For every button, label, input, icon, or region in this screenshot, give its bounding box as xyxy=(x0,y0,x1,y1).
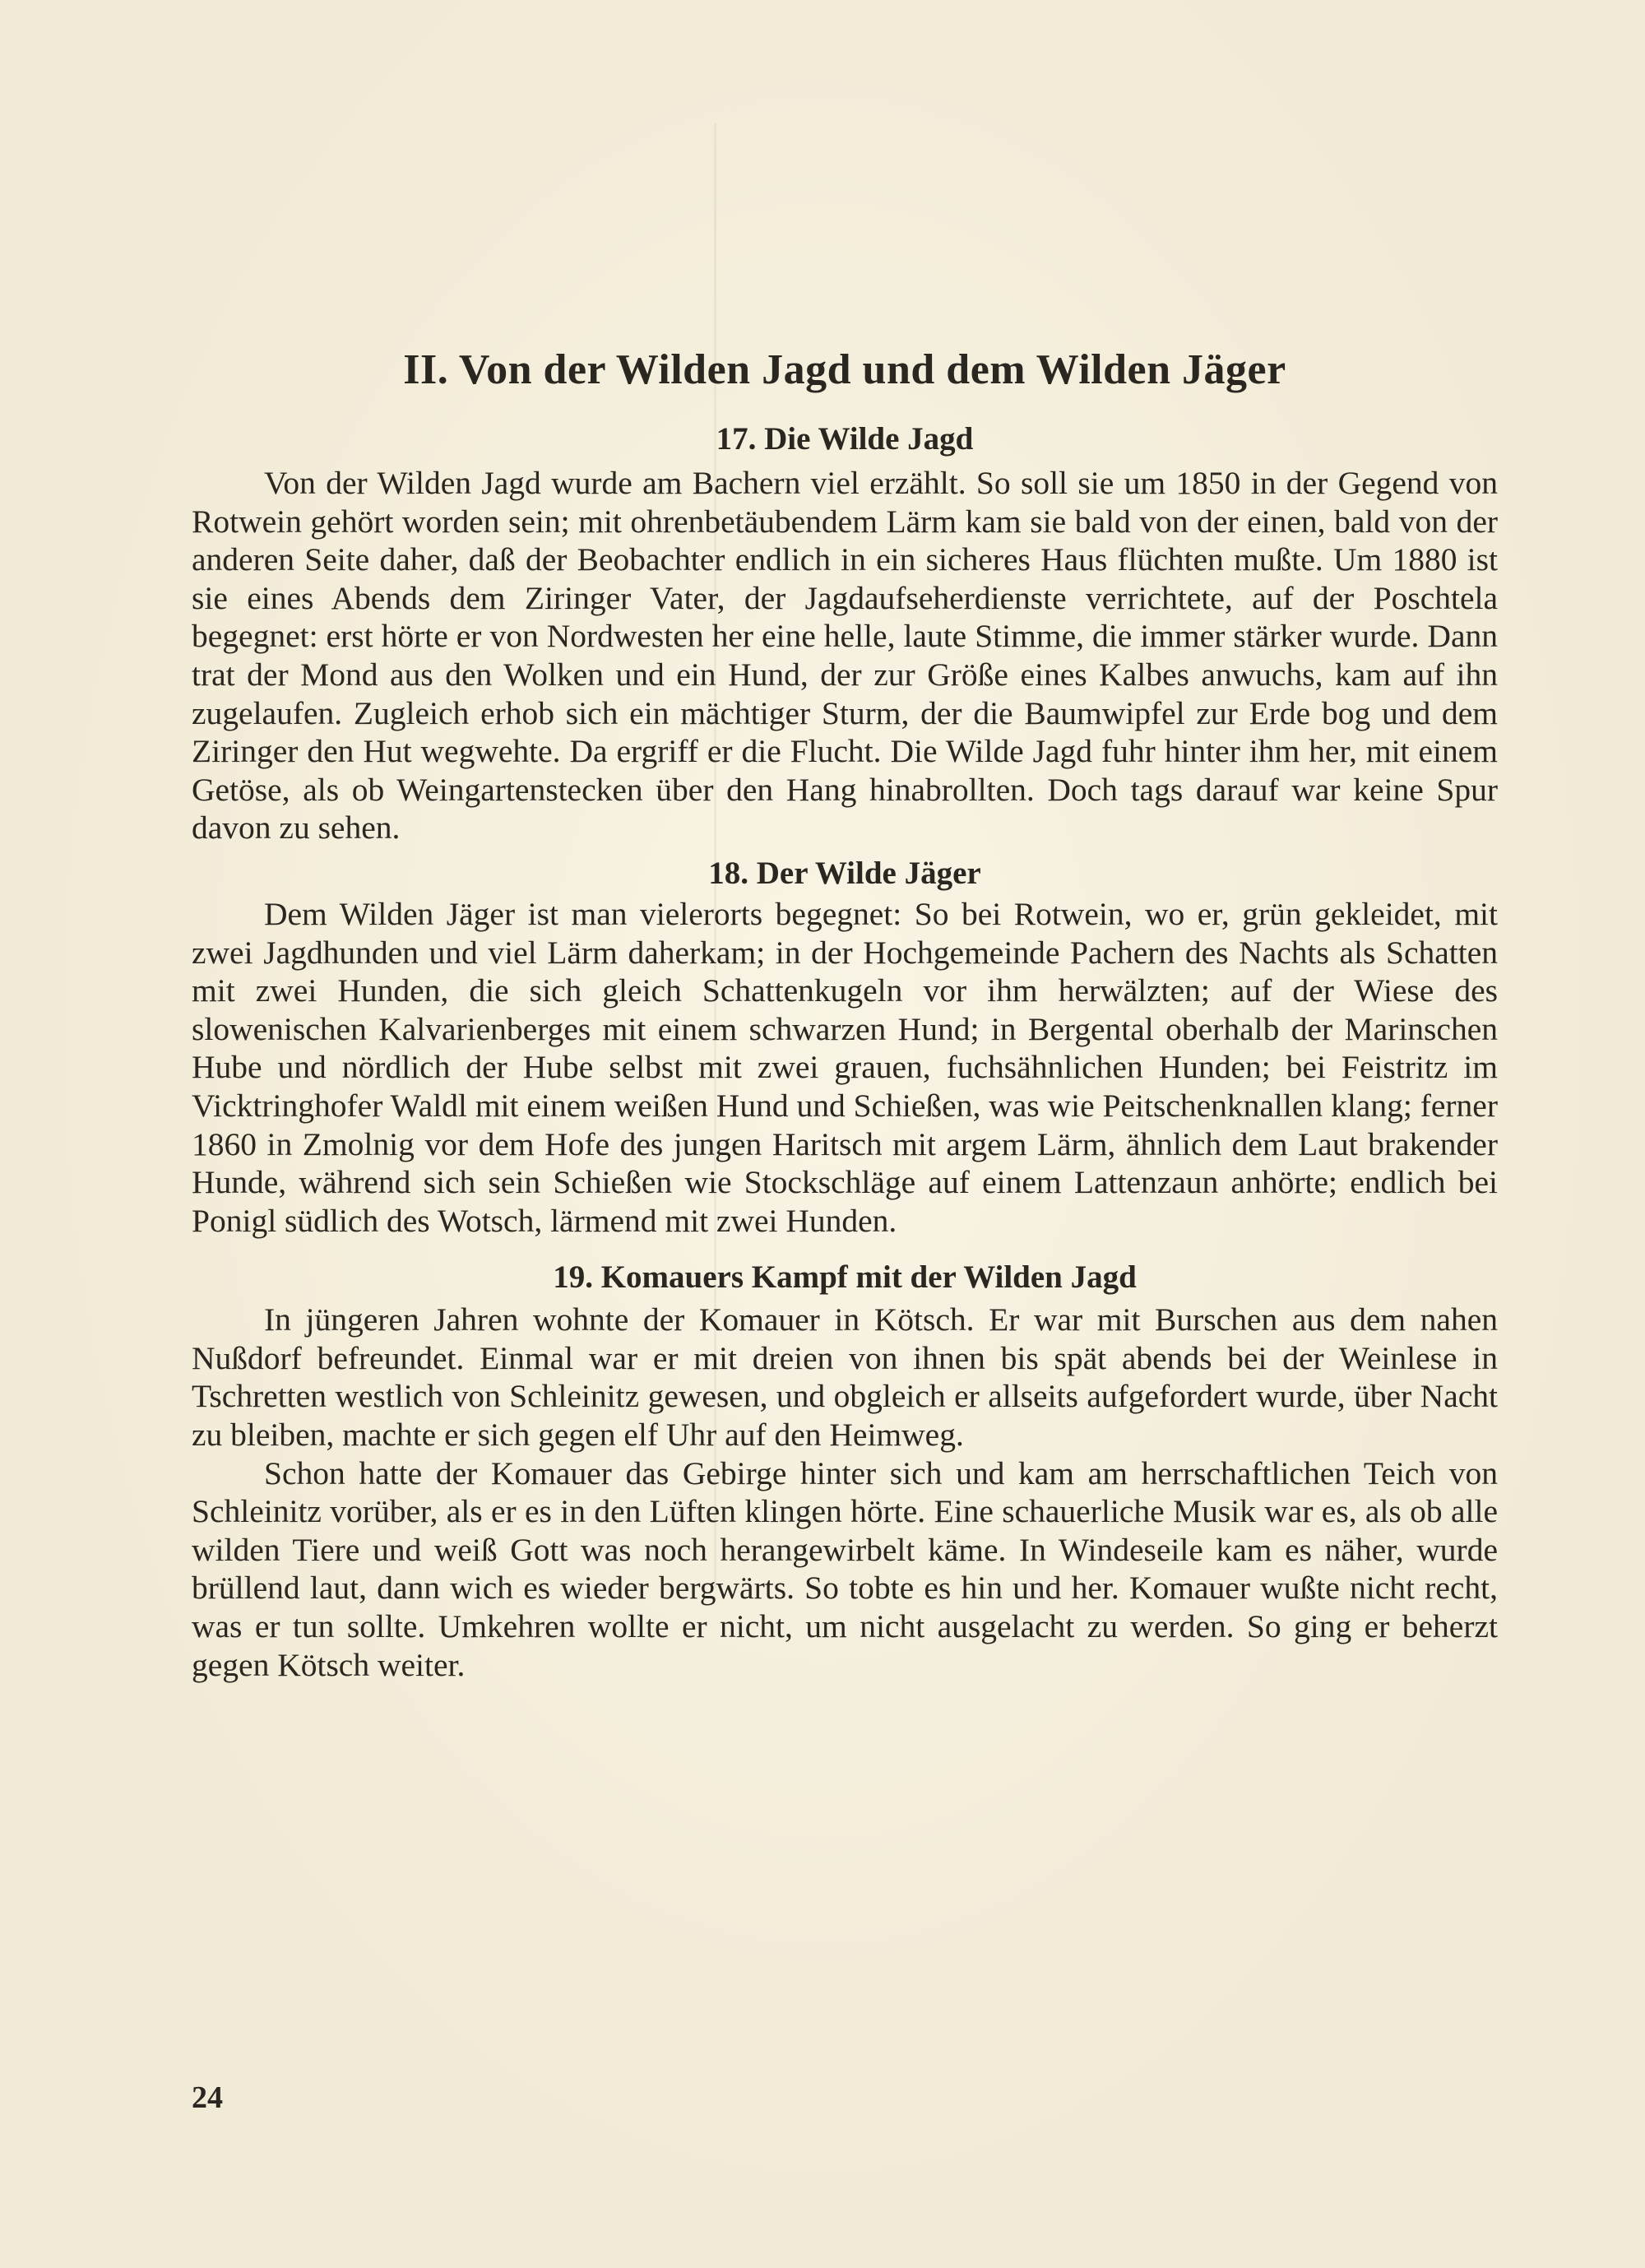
section-title-18: 18. Der Wilde Jäger xyxy=(708,855,981,891)
section-19-paragraph-2: Schon hatte der Komauer das Gebirge hinter sich und kam am herrschaftlichen Teich von Schleinitz vorüber, als er es in den Lüften klingen hörte. Eine schauerliche Musik war es, als ob alle wilden Tiere und weiß Gott was noch herangewirbelt käme. In Windeseile kam es näher, wurde brüllend laut, dann wich es wieder bergwärts. So tobte es hin und her. Komauer wußte nicht recht, was er tun sollte. Umkehren wollte er nicht, um nicht ausgelacht zu werden. So ging er beherzt gegen Kötsch weiter. xyxy=(192,1454,1498,1683)
section-18-paragraph: Dem Wilden Jäger ist man vielerorts begegnet: So bei Rotwein, wo er, grün gekleidet, mit zwei Jagdhunden und viel Lärm daherkam; in der Hochgemeinde Pachern des Nachts als Schatten mit zwei Hunden, die sich gleich Schattenkugeln vor ihm herwälzten; auf der Wiese des slowenischen Kalvarienberges mit einem schwarzen Hund; in Bergental oberhalb der Marinschen Hube und nördlich der Hube selbst mit zwei grauen, fuchsähnlichen Hunden; bei Feistritz im Vicktringhofer Waldl mit einem weißen Hund und Schießen, was wie Peitschenknallen klang; ferner 1860 in Zmolnig vor dem Hofe des jungen Haritsch mit argem Lärm, ähnlich dem Laut brakender Hunde, während sich sein Schießen wie Stockschläge auf einem Lattenzaun anhörte; endlich bei Ponigl südlich des Wotsch, lärmend mit zwei Hunden. xyxy=(192,895,1498,1239)
chapter-title: II. Von der Wilden Jagd und dem Wilden Jäger xyxy=(403,346,1286,393)
section-title-19: 19. Komauers Kampf mit der Wilden Jagd xyxy=(553,1259,1137,1296)
page-number: 24 xyxy=(192,2080,223,2115)
page-content xyxy=(192,344,1498,1684)
section-title-17: 17. Die Wilde Jagd xyxy=(716,421,974,457)
section-17-paragraph: Von der Wilden Jagd wurde am Bachern viel erzählt. So soll sie um 1850 in der Gegend von Rotwein gehört worden sein; mit ohrenbetäubendem Lärm kam sie bald von der einen, bald von der anderen Seite daher, daß der Beobachter endlich in ein sicheres Haus flüchten mußte. Um 1880 ist sie eines Abends dem Ziringer Vater, der Jagdaufseherdienste verrichtete, auf der Poschtela begegnet: erst hörte er von Nordwesten her eine helle, laute Stimme, die immer stärker wurde. Dann trat der Mond aus den Wolken und ein Hund, der zur Größe eines Kalbes anwuchs, kam auf ihn zugelaufen. Zugleich erhob sich ein mächtiger Sturm, der die Baumwipfel zur Erde bog und dem Ziringer den Hut wegwehte. Da ergriff er die Flucht. Die Wilde Jagd fuhr hinter ihm her, mit einem Getöse, als ob Weingartenstecken über den Hang hinabrollten. Doch tags darauf war keine Spur davon zu sehen. xyxy=(192,465,1498,846)
section-19-paragraph-1: In jüngeren Jahren wohnte der Komauer in Kötsch. Er war mit Burschen aus dem nahen Nußdorf befreundet. Einmal war er mit dreien von ihnen bis spät abends bei der Weinlese in Tschretten westlich von Schleinitz gewesen, und obgleich er allseits aufgefordert wurde, über Nacht zu bleiben, machte er sich gegen elf Uhr auf den Heimweg. xyxy=(192,1301,1498,1454)
